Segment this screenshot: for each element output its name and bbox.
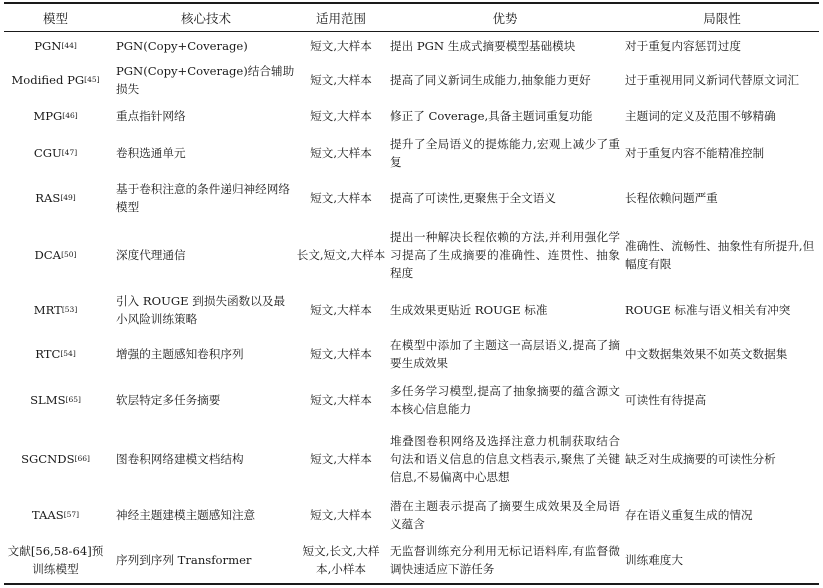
core-tech-cell [116, 332, 296, 376]
limitation-cell [625, 424, 819, 493]
limitation-cell [625, 100, 819, 132]
header-advantage: 优势 [492, 11, 518, 26]
core-tech-cell [116, 493, 296, 537]
advantage-cell-text: 提升了全局语义的提炼能力,宏观上减少了重复 [390, 137, 620, 169]
core-tech-cell-text: PGN(Copy+Coverage) [116, 39, 248, 53]
core-tech-cell [116, 376, 296, 424]
table-row [4, 376, 819, 424]
table-row [4, 221, 819, 288]
core-tech-cell-text: 增强的主题感知卷积序列 [116, 347, 244, 361]
advantage-cell-text: 在模型中添加了主题这一高层语义,提高了摘要生成效果 [390, 338, 620, 370]
scope-cell [296, 537, 386, 583]
limitation-cell-text: 过于重视用同义新词代替原文词汇 [625, 73, 799, 87]
scope-cell-text: 短文,大样本 [310, 39, 372, 53]
model-cell-text: RAS [35, 190, 61, 205]
core-tech-cell [116, 32, 296, 60]
advantage-cell-text: 无监督训练充分利用无标记语料库,有监督微调快速适应下游任务 [390, 544, 620, 576]
scope-cell-text: 短文,长文,大样本,小样本 [302, 544, 380, 576]
table-row [4, 174, 819, 221]
limitation-cell-text: 中文数据集效果不如英文数据集 [625, 347, 788, 361]
scope-cell-text: 短文,大样本 [310, 347, 372, 361]
model-cell-text: MPG [33, 109, 63, 123]
advantage-cell-text: 堆叠图卷积网络及选择注意力机制获取结合句法和语义信息的信息文档表示,聚焦了关键信息,不易偏离中心思想 [390, 433, 620, 484]
limitation-cell [625, 174, 819, 221]
advantage-cell-text: 提高了可读性,更聚焦于全文语义 [390, 190, 556, 205]
scope-cell [296, 424, 386, 493]
limitation-cell [625, 332, 819, 376]
scope-cell-text: 短文,大样本 [310, 73, 372, 87]
model-cell-text: CGU [33, 146, 62, 160]
limitation-cell-text: 主题词的定义及范围不够精确 [625, 109, 776, 123]
core-tech-cell-text: 软层特定多任务摘要 [116, 393, 221, 407]
model-cell-text: RTC [35, 347, 61, 361]
advantage-cell-text: 多任务学习模型,提高了抽象摘要的蕴含源文本核心信息能力 [390, 384, 620, 416]
limitation-cell [625, 32, 819, 60]
core-tech-cell-text: PGN(Copy+Coverage)结合辅助损失 [116, 64, 295, 96]
model-cell-text: DCA [34, 247, 62, 262]
advantage-cell [390, 537, 620, 583]
core-tech-cell-text: 序列到序列 Transformer [116, 553, 252, 567]
model-cell: RTC [54] [35, 347, 76, 361]
header-scope: 适用范围 [315, 11, 366, 26]
limitation-cell-text: 对于重复内容不能精准控制 [625, 146, 765, 160]
scope-cell [296, 221, 386, 288]
limitation-cell-text: 存在语义重复生成的情况 [625, 508, 753, 522]
model-cell-text: MRT [33, 303, 62, 317]
scope-cell [296, 174, 386, 221]
model-cell [4, 537, 107, 583]
core-tech-cell-text: 深度代理通信 [116, 247, 186, 262]
scope-cell [296, 132, 386, 174]
model-cell: SLMS [65] [30, 393, 81, 407]
scope-cell-text: 短文,大样本 [310, 146, 372, 160]
advantage-cell [390, 32, 620, 60]
advantage-cell [390, 424, 620, 493]
model-cell: SGCNDS [66] [21, 451, 90, 466]
model-cell: TAAS [57] [31, 508, 80, 522]
header-model: 模型 [42, 11, 68, 26]
table-row [4, 288, 819, 332]
scope-cell [296, 332, 386, 376]
scope-cell [296, 288, 386, 332]
limitation-cell [625, 376, 819, 424]
advantage-cell [390, 60, 620, 100]
limitation-cell [625, 221, 819, 288]
scope-cell [296, 60, 386, 100]
core-tech-cell-text: 神经主题建模主题感知注意 [116, 508, 256, 522]
core-tech-cell-text: 重点指针网络 [116, 109, 186, 123]
model-cell: MPG [46] [33, 109, 78, 123]
comparison-table [4, 2, 819, 585]
model-cell: MRT [53] [33, 303, 78, 317]
limitation-cell-text: 长程依赖问题严重 [625, 190, 718, 205]
core-tech-cell [116, 221, 296, 288]
model-cell: CGU [47] [33, 146, 78, 160]
scope-cell [296, 100, 386, 132]
scope-cell-text: 短文,大样本 [310, 451, 372, 466]
core-tech-cell-text: 卷积选通单元 [116, 146, 186, 160]
model-cell-text: SGCNDS [21, 451, 75, 466]
limitation-cell [625, 493, 819, 537]
table-row [4, 100, 819, 132]
core-tech-cell [116, 132, 296, 174]
table-row [4, 424, 819, 493]
table-row [4, 537, 819, 583]
advantage-cell [390, 493, 620, 537]
core-tech-cell [116, 60, 296, 100]
advantage-cell-text: 提出 PGN 生成式摘要模型基础模块 [390, 39, 576, 53]
advantage-cell-text: 修正了 Coverage,具备主题词重复功能 [390, 109, 593, 123]
model-cell: PGN [44] [34, 39, 77, 53]
table-bottom-rule [4, 583, 819, 585]
advantage-cell [390, 332, 620, 376]
model-cell-text: SLMS [30, 393, 66, 407]
model-cell: RAS [49] [35, 190, 76, 205]
limitation-cell-text: 对于重复内容惩罚过度 [625, 39, 741, 53]
scope-cell [296, 32, 386, 60]
limitation-cell [625, 132, 819, 174]
model-cell: Modified PG [45] [11, 73, 100, 87]
table-row [4, 60, 819, 100]
scope-cell-text: 短文,大样本 [310, 393, 372, 407]
scope-cell-text: 短文,大样本 [310, 190, 372, 205]
advantage-cell-text: 提出一种解决长程依赖的方法,并利用强化学习提高了生成摘要的准确性、连贯性、抽象程度 [390, 229, 620, 280]
table-row [4, 493, 819, 537]
core-tech-cell [116, 288, 296, 332]
advantage-cell [390, 132, 620, 174]
core-tech-cell [116, 174, 296, 221]
core-tech-cell [116, 424, 296, 493]
model-cell: DCA [50] [34, 247, 77, 262]
core-tech-cell [116, 100, 296, 132]
advantage-cell-text: 生成效果更贴近 ROUGE 标准 [390, 303, 548, 317]
scope-cell-text: 短文,大样本 [310, 303, 372, 317]
limitation-cell-text: 缺乏对生成摘要的可读性分析 [625, 451, 776, 466]
limitation-cell-text: 准确性、流畅性、抽象性有所提升,但幅度有限 [625, 238, 815, 271]
advantage-cell [390, 221, 620, 288]
table-top-rule [4, 2, 819, 4]
advantage-cell [390, 376, 620, 424]
core-tech-cell-text: 图卷积网络建模文档结构 [116, 451, 244, 466]
limitation-cell [625, 288, 819, 332]
scope-cell-text: 短文,大样本 [310, 109, 372, 123]
core-tech-cell-text: 引入 ROUGE 到损失函数以及最小风险训练策略 [116, 294, 286, 326]
model-cell-text: PGN [34, 39, 62, 53]
header-core-tech: 核心技术 [180, 11, 231, 26]
header-limitation: 局限性 [703, 11, 741, 26]
scope-cell [296, 493, 386, 537]
table-row [4, 32, 819, 60]
limitation-cell-text: 训练难度大 [625, 553, 683, 567]
advantage-cell-text: 潜在主题表示提高了摘要生成效果及全局语义蕴含 [390, 499, 620, 531]
core-tech-cell-text: 基于卷积注意的条件递归神经网络模型 [116, 181, 290, 214]
model-cell-text: Modified PG [11, 73, 85, 87]
limitation-cell [625, 537, 819, 583]
advantage-cell [390, 174, 620, 221]
limitation-cell [625, 60, 819, 100]
table-row [4, 132, 819, 174]
scope-cell-text: 长文,短文,大样本 [296, 247, 386, 262]
table-row [4, 332, 819, 376]
advantage-cell [390, 100, 620, 132]
advantage-cell [390, 288, 620, 332]
core-tech-cell [116, 537, 296, 583]
scope-cell-text: 短文,大样本 [310, 508, 372, 522]
model-cell-text: TAAS [31, 508, 64, 522]
limitation-cell-text: 可读性有待提高 [625, 393, 707, 407]
advantage-cell-text: 提高了同义新词生成能力,抽象能力更好 [390, 73, 591, 87]
limitation-cell-text: ROUGE 标准与语义相关有冲突 [625, 303, 791, 317]
scope-cell [296, 376, 386, 424]
model-cell-text: 文献[56,58-64]预训练模型 [7, 544, 104, 576]
